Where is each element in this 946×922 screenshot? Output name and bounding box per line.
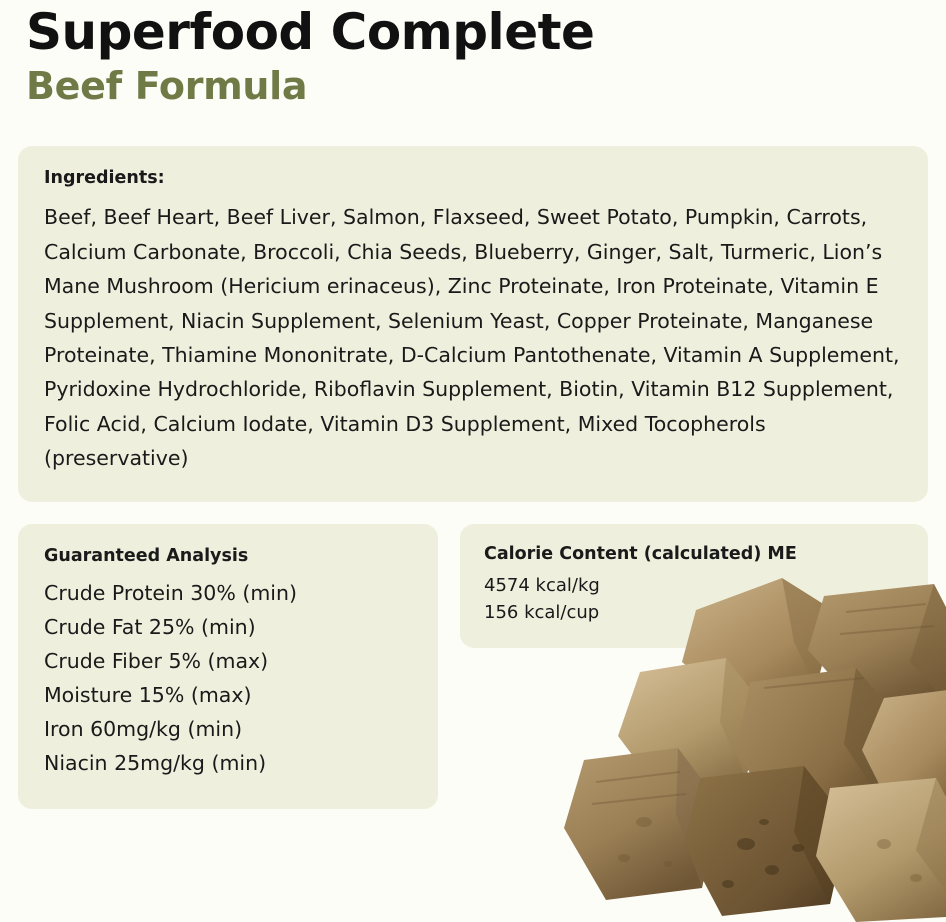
- lower-section: [18, 524, 928, 809]
- ingredients-text: Beef, Beef Heart, Beef Liver, Salmon, Flaxseed, Sweet Potato, Pumpkin, Carrots, Calcium Carbonate, Broccoli, Chia Seeds, Blueberry, Ginger, Salt, Turmeric, Lion’s Mane Mushroom (Hericium erinaceus), Zinc Proteinate, Iron Proteinate, Vitamin E Supplement, Niacin Supplement, Selenium Yeast, Copper Proteinate, Manganese Proteinate, Thiamine Mononitrate, D-Calcium Pantothenate, Vitamin A Supplement, Pyridoxine Hydrochloride, Riboflavin Supplement, Biotin, Vitamin B12 Supplement, Folic Acid, Calcium Iodate, Vitamin D3 Supplement, Mixed Tocopherols (preservative): [44, 205, 900, 471]
- list-item: Crude Fat 25% (min): [44, 614, 256, 639]
- ingredients-card: [18, 146, 928, 502]
- page-header: [18, 0, 928, 108]
- ingredients-heading: Ingredients:: [44, 168, 165, 189]
- page-subtitle: Beef Formula: [26, 63, 308, 108]
- list-item: Niacin 25mg/kg (min): [44, 750, 267, 775]
- calorie-and-photo-column: [460, 524, 928, 809]
- list-item: Crude Fiber 5% (max): [44, 648, 269, 673]
- calorie-per-cup: 156 kcal/cup: [484, 601, 600, 623]
- guaranteed-analysis-heading: Guaranteed Analysis: [44, 545, 249, 566]
- list-item: Iron 60mg/kg (min): [44, 716, 243, 741]
- calorie-content-heading: Calorie Content (calculated) ME: [484, 543, 797, 564]
- guaranteed-analysis-card: [18, 524, 438, 809]
- list-item: Moisture 15% (max): [44, 682, 252, 707]
- calorie-per-kg: 4574 kcal/kg: [484, 574, 600, 596]
- guaranteed-analysis-list: [44, 576, 412, 780]
- list-item: Crude Protein 30% (min): [44, 580, 297, 605]
- page-title: Superfood Complete: [26, 3, 595, 61]
- calorie-content-card: [460, 524, 928, 648]
